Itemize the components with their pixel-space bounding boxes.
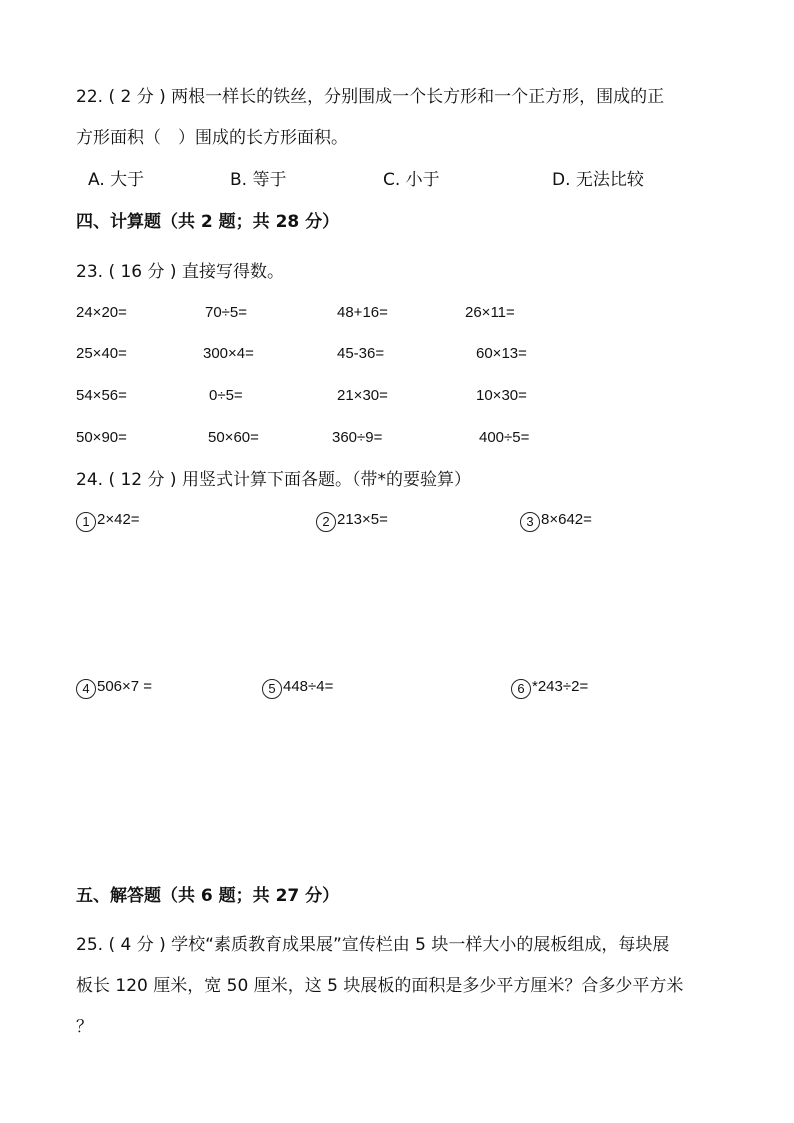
q22-line1: 22. ( 2 分 ) 两根一样长的铁丝，分别围成一个长方形和一个正方形，围成的正 [76, 87, 665, 107]
q23-cell: 45-36= [337, 345, 385, 362]
q23-prompt: 23. ( 16 分 ) 直接写得数。 [76, 262, 284, 282]
q23-cell: 10×30= [476, 387, 527, 404]
q24-expression: *243÷2= [532, 678, 589, 695]
circled-number: 4 [76, 679, 96, 699]
q24-item-2 [316, 509, 388, 532]
circled-number: 2 [316, 512, 336, 532]
q23-cell: 21×30= [337, 387, 388, 404]
q23-cell: 24×20= [76, 304, 127, 321]
q24-item-1 [76, 509, 140, 532]
q22-line2: 方形面积（ ）围成的长方形面积。 [76, 128, 348, 148]
q23-cell: 54×56= [76, 387, 127, 404]
q24-expression: 506×7 = [97, 678, 153, 695]
q23-cell: 0÷5= [209, 387, 243, 404]
q23-cell: 360÷9= [332, 429, 383, 446]
q23-cell: 400÷5= [479, 429, 530, 446]
circled-number: 1 [76, 512, 96, 532]
q24-expression: 213×5= [337, 511, 388, 528]
q23-cell: 70÷5= [205, 304, 248, 321]
q24-expression: 8×642= [541, 511, 592, 528]
q22-option-d: D. 无法比较 [552, 170, 644, 190]
q24-item-6 [511, 676, 588, 699]
q22-option-a: A. 大于 [88, 170, 145, 190]
section4-title: 四、计算题（共 2 题；共 28 分） [76, 212, 340, 232]
q23-cell: 25×40= [76, 345, 127, 362]
q23-cell: 48+16= [337, 304, 388, 321]
q24-item-5 [262, 676, 333, 699]
circled-number: 3 [520, 512, 540, 532]
q24-expression: 2×42= [97, 511, 140, 528]
q24-item-3 [520, 509, 592, 532]
q24-prompt: 24. ( 12 分 ) 用竖式计算下面各题。（带*的要验算） [76, 470, 471, 490]
circled-number: 5 [262, 679, 282, 699]
q25-line3: ？ [76, 1017, 93, 1037]
section5-title: 五、解答题（共 6 题；共 27 分） [76, 886, 340, 906]
q23-cell: 300×4= [203, 345, 254, 362]
q23-cell: 50×60= [208, 429, 259, 446]
q25-line1: 25. ( 4 分 ) 学校“素质教育成果展”宣传栏由 5 块一样大小的展板组成，每块展 [76, 935, 670, 955]
q24-item-4 [76, 676, 152, 699]
q25-line2: 板长 120 厘米，宽 50 厘米，这 5 块展板的面积是多少平方厘米？合多少平方米 [76, 976, 684, 996]
q22-option-b: B. 等于 [230, 170, 287, 190]
circled-number: 6 [511, 679, 531, 699]
q23-cell: 50×90= [76, 429, 127, 446]
q24-expression: 448÷4= [283, 678, 334, 695]
q22-option-c: C. 小于 [383, 170, 440, 190]
q23-cell: 26×11= [465, 304, 515, 321]
q23-cell: 60×13= [476, 345, 527, 362]
